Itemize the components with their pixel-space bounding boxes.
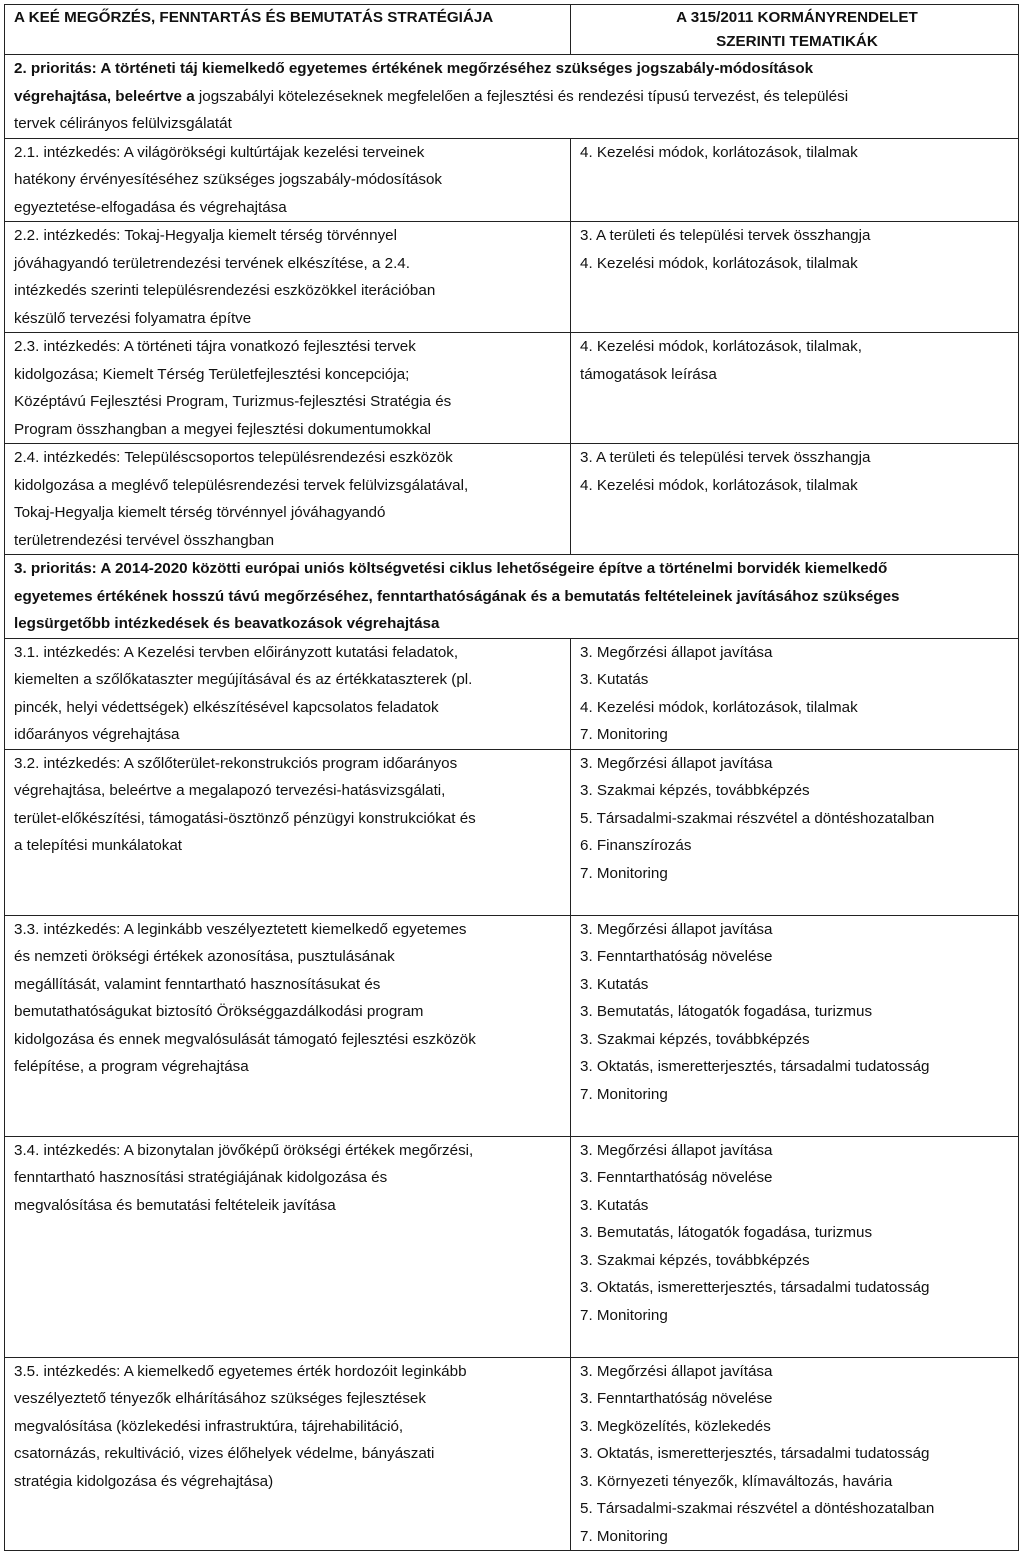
header-right-title-line2: SZERINTI TEMATIKÁK	[716, 33, 878, 50]
thematic-item: 3. Fenntarthatóság növelése	[580, 1390, 773, 1407]
measure-description-line: bemutathatóságukat biztosító Örökséggazdálkodási program	[14, 1003, 424, 1020]
measure-description-line: terület-előkészítési, támogatási-ösztönző pénzügyi konstrukciókat és	[14, 809, 476, 827]
measure-description-line: stratégia kidolgozása és végrehajtása)	[14, 1472, 274, 1490]
thematic-item: 3. Kutatás	[580, 1196, 649, 1214]
measure-description-line: pincék, helyi védettségek) elkészítésével kapcsolatos feladatok	[14, 698, 439, 716]
priority-2-line1: 2. prioritás: A történeti táj kiemelkedő egyetemes értékének megőrzéséhez szükséges jogszabály-módosítások	[14, 60, 814, 77]
priority-2-line2-normal: jogszabályi kötelezéseknek megfelelően a fejlesztési és rendezési típusú tervezést, és települési	[194, 87, 849, 105]
row-spacer	[580, 887, 1014, 915]
measure-description-line: fenntartható hasznosítási stratégiájának kidolgozása és	[14, 1169, 388, 1186]
thematic-item: 4. Kezelési módok, korlátozások, tilalmak	[580, 143, 858, 161]
header-row	[5, 5, 1019, 55]
thematic-cell	[571, 444, 1019, 555]
thematic-item: 3. Fenntarthatóság növelése	[580, 948, 773, 965]
thematic-item: 3. Bemutatás, látogatók fogadása, turizmus	[580, 1224, 873, 1241]
thematic-item: 3. A területi és települési tervek összhangja	[580, 449, 871, 466]
thematic-item: 5. Társadalmi-szakmai részvétel a döntéshozatalban	[580, 1500, 935, 1517]
priority-2-heading	[5, 55, 1019, 139]
strategy-table	[4, 4, 1019, 1551]
thematic-item: 3. Szakmai képzés, továbbképzés	[580, 1030, 810, 1048]
measure-description-cell	[5, 1357, 571, 1551]
priority-3-line1: 3. prioritás: A 2014-2020 közötti európai uniós költségvetési ciklus lehetőségeire építve a történelmi borvidék kiemelkedő	[14, 560, 888, 577]
thematic-item: 3. Fenntarthatóság növelése	[580, 1169, 773, 1186]
thematic-item: 4. Kezelési módok, korlátozások, tilalmak	[580, 254, 858, 272]
header-right-cell	[571, 5, 1019, 55]
measure-description-cell	[5, 444, 571, 555]
thematic-cell	[571, 915, 1019, 1136]
measure-description-cell	[5, 1136, 571, 1357]
thematic-item: 7. Monitoring	[580, 1527, 668, 1545]
measure-description-line: a telepítési munkálatokat	[14, 837, 183, 854]
thematic-cell	[571, 749, 1019, 915]
measure-description-line: kidolgozása a meglévő településrendezési tervek felülvizsgálatával,	[14, 476, 469, 494]
measure-description-line: csatornázás, rekultiváció, vizes élőhelyek védelme, bányászati	[14, 1445, 435, 1462]
measure-description-line: kidolgozása; Kiemelt Térség Területfejlesztési koncepciója;	[14, 365, 410, 383]
measure-description-line: 2.3. intézkedés: A történeti tájra vonatkozó fejlesztési tervek	[14, 338, 416, 355]
row-spacer	[580, 1329, 1014, 1357]
priority-3-line3: legsürgetőbb intézkedések és beavatkozások végrehajtása	[14, 615, 440, 632]
measure-description-cell	[5, 638, 571, 749]
thematic-item: 7. Monitoring	[580, 1085, 668, 1103]
measure-row	[5, 138, 1019, 222]
measure-description-line: készülő tervezési folyamatra építve	[14, 309, 252, 327]
measure-description-cell	[5, 749, 571, 915]
thematic-cell	[571, 638, 1019, 749]
thematic-item: 3. Megőrzési állapot javítása	[580, 643, 773, 661]
measure-row	[5, 444, 1019, 555]
thematic-item: 5. Társadalmi-szakmai részvétel a döntéshozatalban	[580, 809, 935, 827]
measure-row	[5, 1357, 1019, 1551]
thematic-item: 3. Oktatás, ismeretterjesztés, társadalmi tudatosság	[580, 1058, 930, 1075]
thematic-item: 4. Kezelési módok, korlátozások, tilalmak	[580, 476, 858, 494]
measure-description-line: és nemzeti örökségi értékek azonosítása, pusztulásának	[14, 948, 395, 965]
row-spacer	[580, 1108, 1014, 1136]
measure-description-line: megvalósítása és bemutatási feltételeik javítása	[14, 1196, 336, 1214]
measure-description-line: intézkedés szerinti településrendezési eszközökkel iterációban	[14, 282, 436, 299]
thematic-item: 4. Kezelési módok, korlátozások, tilalmak	[580, 698, 858, 716]
measure-row	[5, 749, 1019, 915]
thematic-item: 6. Finanszírozás	[580, 837, 692, 854]
measure-description-line: területrendezési tervével összhangban	[14, 531, 275, 549]
measure-description-line: 3.5. intézkedés: A kiemelkedő egyetemes érték hordozóit leginkább	[14, 1362, 467, 1380]
thematic-item: 7. Monitoring	[580, 726, 668, 743]
measure-description-line: időarányos végrehajtása	[14, 726, 180, 743]
measure-description-line: 2.4. intézkedés: Településcsoportos településrendezési eszközök	[14, 449, 453, 466]
priority-2-line2-bold: végrehajtása, beleértve a	[14, 87, 195, 105]
thematic-item: 3. Kutatás	[580, 975, 649, 993]
thematic-item: 4. Kezelési módok, korlátozások, tilalmak,	[580, 338, 862, 355]
measure-description-line: megállítását, valamint fenntartható hasznosításukat és	[14, 975, 381, 993]
measure-description-cell	[5, 138, 571, 222]
priority-2-row	[5, 55, 1019, 139]
header-right-title-line1: A 315/2011 KORMÁNYRENDELET	[676, 9, 918, 26]
measure-description-line: 2.1. intézkedés: A világörökségi kultúrtájak kezelési terveinek	[14, 143, 425, 161]
measure-row	[5, 222, 1019, 333]
thematic-cell	[571, 138, 1019, 222]
thematic-item: 3. Megőrzési állapot javítása	[580, 754, 773, 772]
thematic-item: támogatások leírása	[580, 365, 717, 383]
measure-description-line: felépítése, a program végrehajtása	[14, 1058, 249, 1075]
measure-description-line: megvalósítása (közlekedési infrastruktúra, tájrehabilitáció,	[14, 1417, 404, 1435]
thematic-item: 7. Monitoring	[580, 1306, 668, 1324]
measure-description-line: Tokaj-Hegyalja kiemelt térség törvénnyel jóváhagyandó	[14, 504, 386, 521]
measure-description-cell	[5, 333, 571, 444]
thematic-item: 3. Szakmai képzés, továbbképzés	[580, 1251, 810, 1269]
thematic-cell	[571, 333, 1019, 444]
thematic-item: 3. Megőrzési állapot javítása	[580, 920, 773, 938]
thematic-item: 3. Bemutatás, látogatók fogadása, turizmus	[580, 1003, 873, 1020]
measure-description-line: jóváhagyandó területrendezési tervének elkészítése, a 2.4.	[14, 254, 410, 272]
thematic-item: 3. Megközelítés, közlekedés	[580, 1417, 771, 1435]
measure-description-line: 3.1. intézkedés: A Kezelési tervben előirányzott kutatási feladatok,	[14, 643, 459, 661]
thematic-cell	[571, 1357, 1019, 1551]
thematic-item: 3. A területi és települési tervek összhangja	[580, 227, 871, 244]
measure-description-line: Program összhangban a megyei fejlesztési dokumentumokkal	[14, 420, 432, 438]
measure-description-line: 3.3. intézkedés: A leginkább veszélyeztetett kiemelkedő egyetemes	[14, 920, 467, 938]
thematic-item: 3. Kutatás	[580, 671, 649, 688]
measure-description-cell	[5, 915, 571, 1136]
thematic-item: 3. Megőrzési állapot javítása	[580, 1141, 773, 1159]
header-left-cell	[5, 5, 571, 55]
thematic-item: 3. Szakmai képzés, továbbképzés	[580, 782, 810, 799]
priority-2-line3: tervek célirányos felülvizsgálatát	[14, 115, 232, 132]
measure-row	[5, 915, 1019, 1136]
measure-description-line: 3.2. intézkedés: A szőlőterület-rekonstrukciós program időarányos	[14, 754, 458, 772]
priority-3-row	[5, 555, 1019, 639]
measure-description-cell	[5, 222, 571, 333]
priority-3-line2: egyetemes értékének hosszú távú megőrzéséhez, fenntarthatóságának és a bemutatás feltételeinek javításához szükséges	[14, 587, 900, 605]
thematic-cell	[571, 1136, 1019, 1357]
measure-description-line: egyeztetése-elfogadása és végrehajtása	[14, 198, 287, 216]
measure-description-line: 2.2. intézkedés: Tokaj-Hegyalja kiemelt térség törvénnyel	[14, 227, 397, 244]
thematic-item: 3. Oktatás, ismeretterjesztés, társadalmi tudatosság	[580, 1279, 930, 1296]
measure-row	[5, 638, 1019, 749]
measure-description-line: veszélyeztető tényezők elhárításához szükséges fejlesztések	[14, 1390, 426, 1407]
thematic-item: 3. Megőrzési állapot javítása	[580, 1362, 773, 1380]
priority-3-heading	[5, 555, 1019, 639]
measure-description-line: hatékony érvényesítéséhez szükséges jogszabály-módosítások	[14, 171, 443, 188]
thematic-item: 3. Környezeti tényezők, klímaváltozás, havária	[580, 1472, 893, 1490]
measure-description-line: Középtávú Fejlesztési Program, Turizmus-fejlesztési Stratégia és	[14, 393, 452, 410]
thematic-item: 7. Monitoring	[580, 864, 668, 882]
thematic-item: 3. Oktatás, ismeretterjesztés, társadalmi tudatosság	[580, 1445, 930, 1462]
measure-row	[5, 333, 1019, 444]
header-left-title: A KEÉ MEGŐRZÉS, FENNTARTÁS ÉS BEMUTATÁS STRATÉGIÁJA	[14, 9, 494, 26]
measure-row	[5, 1136, 1019, 1357]
measure-description-line: kidolgozása és ennek megvalósulását támogató fejlesztési eszközök	[14, 1030, 476, 1048]
thematic-cell	[571, 222, 1019, 333]
measure-description-line: 3.4. intézkedés: A bizonytalan jövőképű örökségi értékek megőrzési,	[14, 1141, 474, 1159]
measure-description-line: kiemelten a szőlőkataszter megújításával és az értékkataszterek (pl.	[14, 671, 473, 688]
measure-description-line: végrehajtása, beleértve a megalapozó tervezési-hatásvizsgálati,	[14, 782, 446, 799]
